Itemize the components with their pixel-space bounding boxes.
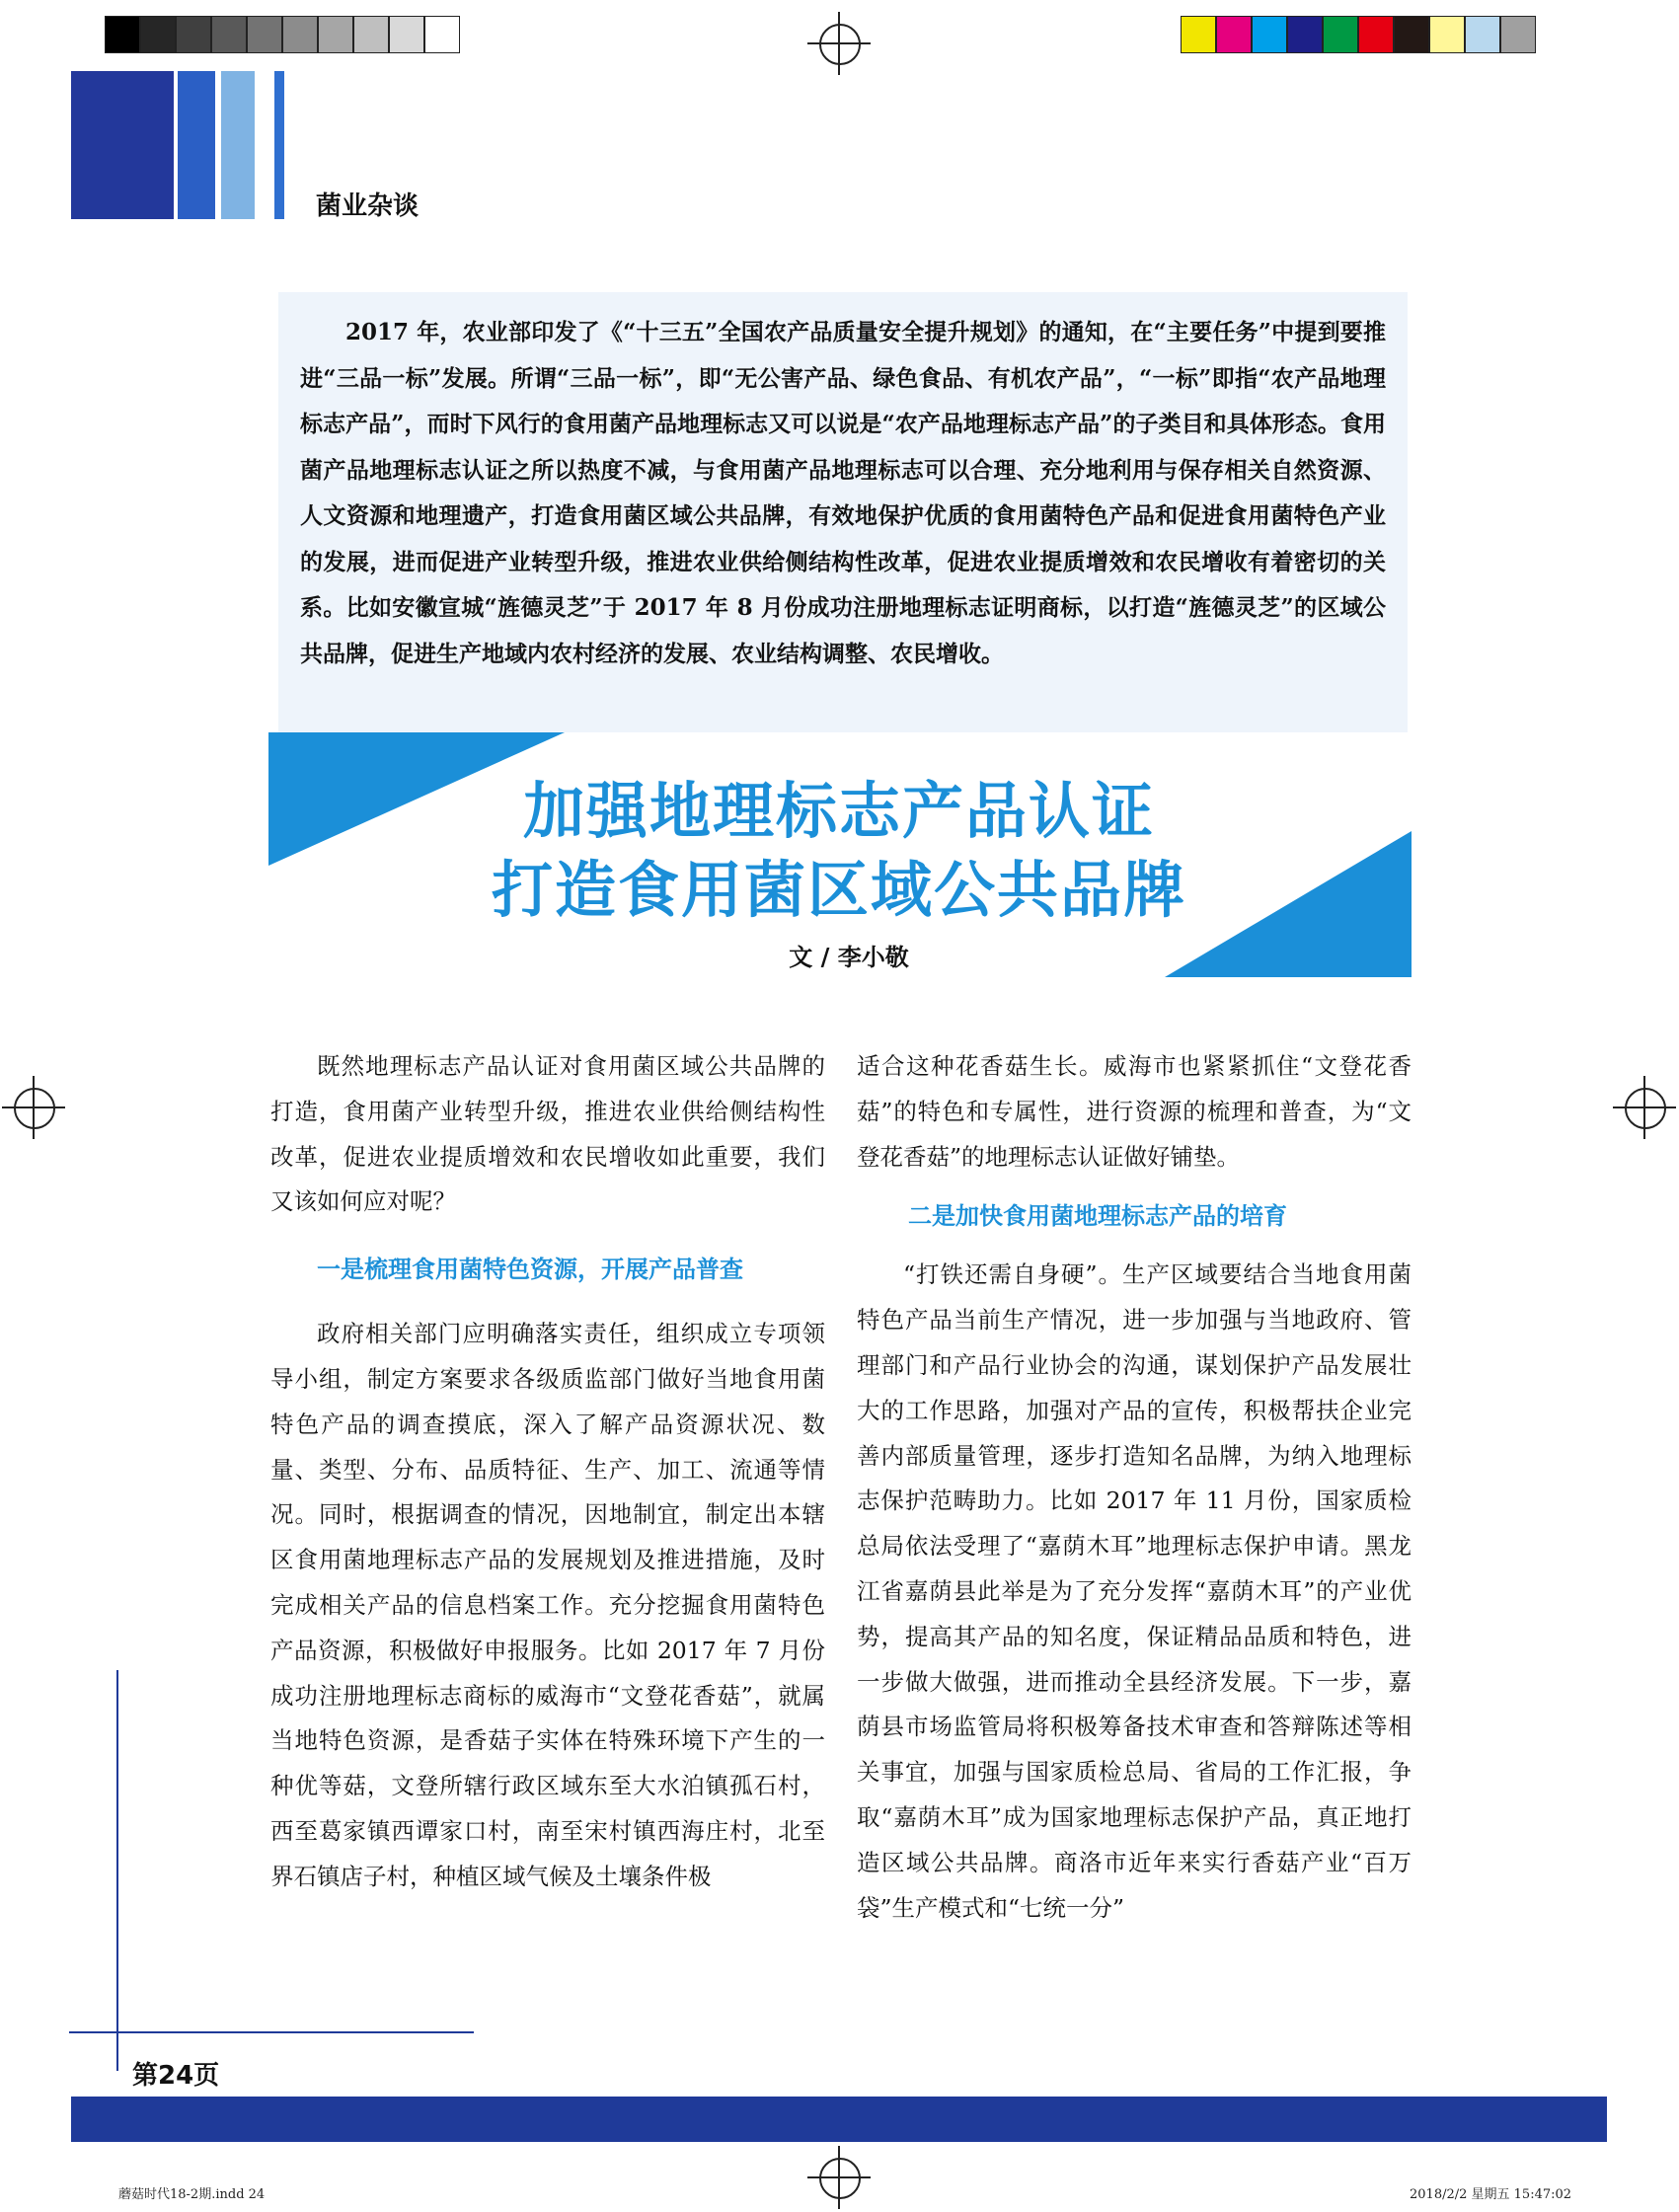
- article-byline: 文 / 李小敬: [789, 943, 909, 971]
- color-swatch: [1500, 16, 1536, 53]
- registration-mark-icon: [1613, 1076, 1676, 1139]
- header-bar-medium: [178, 71, 215, 219]
- gray-swatch: [140, 16, 176, 53]
- color-swatch: [1287, 16, 1323, 53]
- gray-swatch: [176, 16, 211, 53]
- footer-rule-vertical: [116, 1670, 118, 2071]
- section-label: 菌业杂谈: [316, 191, 420, 221]
- gray-swatch: [211, 16, 247, 53]
- registration-mark-icon: [2, 1076, 65, 1139]
- gray-swatch: [105, 16, 140, 53]
- article-title-line2: 打造食用菌区域公共品牌: [491, 854, 1186, 926]
- right-column: [857, 1044, 1412, 1931]
- intro-paragraph: 2017 年，农业部印发了《“十三五”全国农产品质量安全提升规划》的通知，在“主要任务”中提到要推进“三品一标”发展。所谓“三品一标”，即“无公害产品、绿色食品、有机农产品”，“一标”即指“农产品地理标志产品”，而时下风行的食用菌产品地理标志又可以说是“农产品地理标志产品”的子类目和具体形态。食用菌产品地理标志认证之所以热度不减，与食用菌产品地理标志可以合理、充分地利用与保存相关自然资源、人文资源和地理遗产，打造食用菌区域公共品牌，有效地保护优质的食用菌特色产品和促进食用菌特色产业的发展，进而促进产业转型升级，推进农业供给侧结构性改革，促进农业提质增效和农民增收有着密切的关系。比如安徽宣城“旌德灵芝”于 2017 年 8 月份成功注册地理标志证明商标，以打造“旌德灵芝”的区域公共品牌，促进生产地域内农村经济的发展、农业结构调整、农民增收。: [300, 319, 1386, 667]
- footer-bar: [71, 2097, 1607, 2142]
- gray-swatch: [424, 16, 460, 53]
- left-column: [270, 1044, 825, 1900]
- header-bar-thin: [274, 71, 284, 219]
- section-heading-2: 二是加快食用菌地理标志产品的培育: [908, 1202, 1287, 1231]
- header-bar-light: [221, 71, 255, 219]
- gray-swatch: [282, 16, 318, 53]
- body-paragraph: 既然地理标志产品认证对食用菌区域公共品牌的打造，食用菌产业转型升级，推进农业供给侧结构性改革，促进农业提质增效和农民增收如此重要，我们又该如何应对呢？: [270, 1052, 825, 1216]
- gray-swatch: [389, 16, 424, 53]
- section-heading-1: 一是梳理食用菌特色资源，开展产品普查: [317, 1256, 743, 1284]
- gray-swatch: [318, 16, 353, 53]
- color-swatch: [1394, 16, 1429, 53]
- body-paragraph: “打铁还需自身硬”。生产区域要结合当地食用菌特色产品当前生产情况，进一步加强与当地政府、管理部门和产品行业协会的沟通，谋划保护产品发展壮大的工作思路，加强对产品的宣传，积极帮扶企业完善内部质量管理，逐步打造知名品牌，为纳入地理标志保护范畴助力。比如 2017 年 11 月份，国家质检总局依法受理了“嘉荫木耳”地理标志保护申请。黑龙江省嘉荫县此举是为了充分发挥“嘉荫木耳”的产业优势，提高其产品的知名度，保证精品品质和特色，进一步做大做强，进而推动全县经济发展。下一步，嘉荫县市场监管局将积极筹备技术审查和答辩陈述等相关事宜，加强与国家质检总局、省局的工作汇报，争取“嘉荫木耳”成为国家地理标志保护产品，真正地打造区域公共品牌。商洛市近年来实行香菇产业“百万袋”生产模式和“七统一分”: [857, 1260, 1412, 1922]
- slug-right: 2018/2/2 星期五 15:47:02: [1410, 2187, 1572, 2202]
- body-paragraph: 政府相关部门应明确落实责任，组织成立专项领导小组，制定方案要求各级质监部门做好当地食用菌特色产品的调查摸底，深入了解产品资源状况、数量、类型、分布、品质特征、生产、加工、流通等情况。同时，根据调查的情况，因地制宜，制定出本辖区食用菌地理标志产品的发展规划及推进措施，及时完成相关产品的信息档案工作。充分挖掘食用菌特色产品资源，积极做好申报服务。比如 2017 年 7 月份成功注册地理标志商标的威海市“文登花香菇”，就属当地特色资源，是香菇子实体在特殊环境下产生的一种优等菇，文登所辖行政区域东至大水泊镇孤石村，西至葛家镇西谭家口村，南至宋村镇西海庄村，北至界石镇店子村，种植区域气候及土壤条件极: [270, 1320, 825, 1890]
- color-swatch: [1216, 16, 1252, 53]
- color-swatch: [1252, 16, 1287, 53]
- color-swatch: [1465, 16, 1500, 53]
- article-title-line1: 加强地理标志产品认证: [522, 775, 1155, 847]
- registration-mark-icon: [807, 2146, 871, 2209]
- color-swatch: [1181, 16, 1216, 53]
- page-number: 第24页: [132, 2061, 220, 2091]
- registration-mark-icon: [807, 12, 871, 75]
- footer-rule-horizontal: [69, 2031, 474, 2033]
- body-paragraph: 适合这种花香菇生长。威海市也紧紧抓住“文登花香菇”的特色和专属性，进行资源的梳理和普查，为“文登花香菇”的地理标志认证做好铺垫。: [857, 1052, 1412, 1171]
- color-swatch: [1358, 16, 1394, 53]
- color-swatch: [1429, 16, 1465, 53]
- gray-swatch: [353, 16, 389, 53]
- color-swatch: [1323, 16, 1358, 53]
- header-bar-dark: [71, 71, 174, 219]
- gray-swatch: [247, 16, 282, 53]
- intro-box: [278, 292, 1408, 732]
- slug-left: 蘑菇时代18-2期.indd 24: [118, 2187, 266, 2202]
